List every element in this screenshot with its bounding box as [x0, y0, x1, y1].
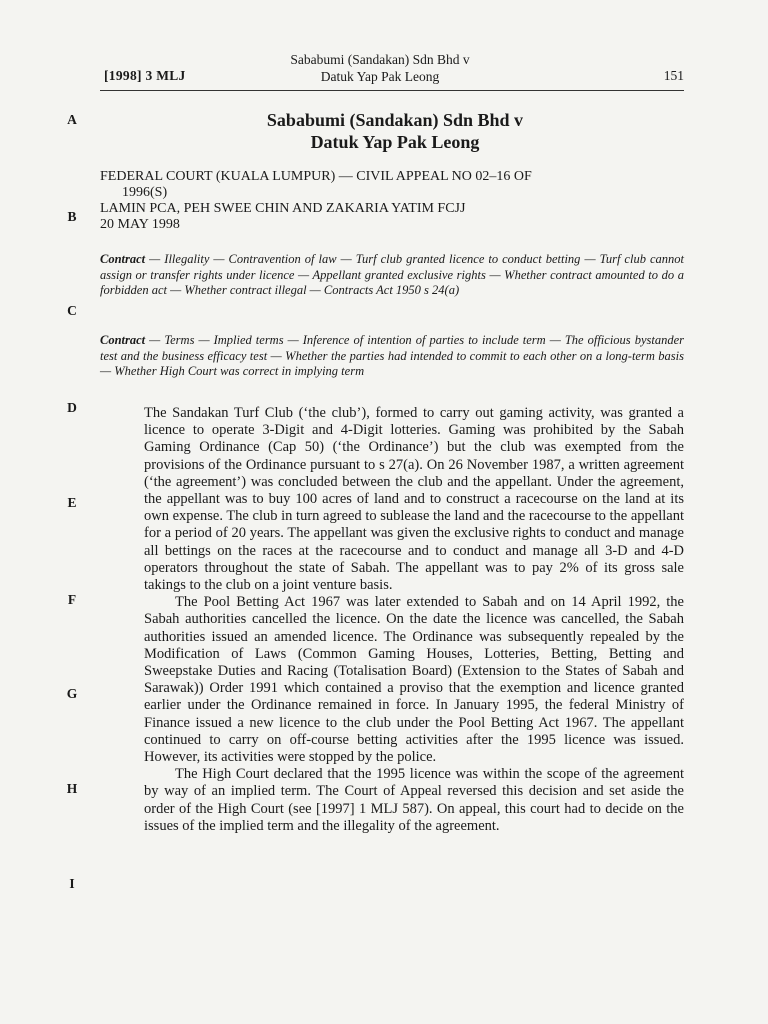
court-line: FEDERAL COURT (KUALA LUMPUR) — CIVIL APPEAL NO 02–16 OF — [100, 169, 532, 184]
case-title-line1: Sababumi (Sandakan) Sdn Bhd v — [266, 110, 524, 130]
court-line-continued: 1996(S) — [122, 185, 168, 200]
catchword-head: Contract — [100, 252, 146, 266]
decision-date: 20 MAY 1998 — [100, 217, 180, 232]
headnote-paragraph: The High Court declared that the 1995 licence was within the scope of the agreement by way of an implied term. The Court of Appeal reversed this decision and set aside the order of the High Court (see [1997] 1 MLJ 587). On appeal, this court had to decide on the issues of the implied term and the illegality of the agreement. — [144, 766, 684, 834]
headnote-paragraph: The Sandakan Turf Club (‘the club’), formed to carry out gaming activity, was granted a licence to operate 3-Digit and 4-Digit lotteries. Gaming was prohibited by the Sabah Gaming Ordinance (Cap 50) (‘the Ordinance’) but the club was exempted from the provisions of the Ordinance pursuant to s 27(a). On 26 November 1987, a written agreement (‘the agreement’) was concluded between the club and the appellant. Under the agreement, the appellant was to buy 100 acres of land and to construct a racecourse on the land at its own expense. The club in turn agreed to sublease the land and the racecourse to the appellant for a period of 20 years. The appellant was given the exclusive rights to conduct and manage all bettings on the races at the racecourse and to conduct and manage all 3-D and 4-D operators throughout the state of Sabah. The appellant was to pay 2% of its gross sale takings to the club on a joint venture basis. — [144, 405, 684, 594]
catchword-text: — Illegality — Contravention of law — Turf club granted licence to conduct betting — Turf club cannot assign or transfer rights under licence — Appellant granted exclusive rights — Whether contract amounted to do a forbidden act — Whether contract illegal — Contracts Act 1950 s 24(a) — [100, 252, 684, 297]
running-case-title-line2: Datuk Yap Pak Leong — [320, 69, 440, 84]
header-rule — [100, 90, 684, 91]
margin-letter-a: A — [67, 112, 77, 127]
catchword-text: — Terms — Implied terms — Inference of intention of parties to include term — The officious bystander test and the business efficacy test — Whether the parties had intended to commit to each other on a long-term basis — Whether High Court was correct in implying term — [100, 333, 684, 378]
judges: LAMIN PCA, PEH SWEE CHIN AND ZAKARIA YATIM FCJJ — [100, 201, 466, 216]
margin-letter-g: G — [66, 686, 78, 701]
margin-letter-f: F — [67, 592, 77, 607]
catchwords-implied-terms — [100, 333, 684, 380]
headnote-body — [144, 405, 684, 835]
page-number: 151 — [663, 68, 684, 83]
margin-letter-i: I — [69, 876, 75, 891]
running-case-title-line1: Sababumi (Sandakan) Sdn Bhd v — [290, 52, 470, 67]
margin-letter-h: H — [66, 781, 78, 796]
case-title-line2: Datuk Yap Pak Leong — [310, 132, 480, 152]
margin-letter-d: D — [67, 400, 77, 415]
catchword-head: Contract — [100, 333, 146, 347]
margin-letter-b: B — [67, 209, 77, 224]
margin-letter-e: E — [67, 495, 77, 510]
headnote-paragraph: The Pool Betting Act 1967 was later extended to Sabah and on 14 April 1992, the Sabah authorities cancelled the licence. On the date the licence was cancelled, the Sabah authorities issued an amended licence. The Ordinance was subsequently repealed by the Modification of Laws (Common Gaming Houses, Lotteries, Betting, Betting and Sweepstake Duties and Racing (Totalisation Board) (Extension to the States of Sabah and Sarawak)) Order 1991 which contained a proviso that the exemption and licence granted earlier under the Ordinance remained in force. In January 1995, the federal Ministry of Finance issued a new licence to the club under the Pool Betting Act 1967. The appellant continued to carry on off-course betting activities after the 1995 licence was issued. However, its activities were stopped by the police. — [144, 594, 684, 766]
catchwords-illegality — [100, 252, 684, 299]
margin-letter-c: C — [67, 303, 77, 318]
report-citation: [1998] 3 MLJ — [104, 68, 186, 83]
court-details — [100, 169, 690, 233]
